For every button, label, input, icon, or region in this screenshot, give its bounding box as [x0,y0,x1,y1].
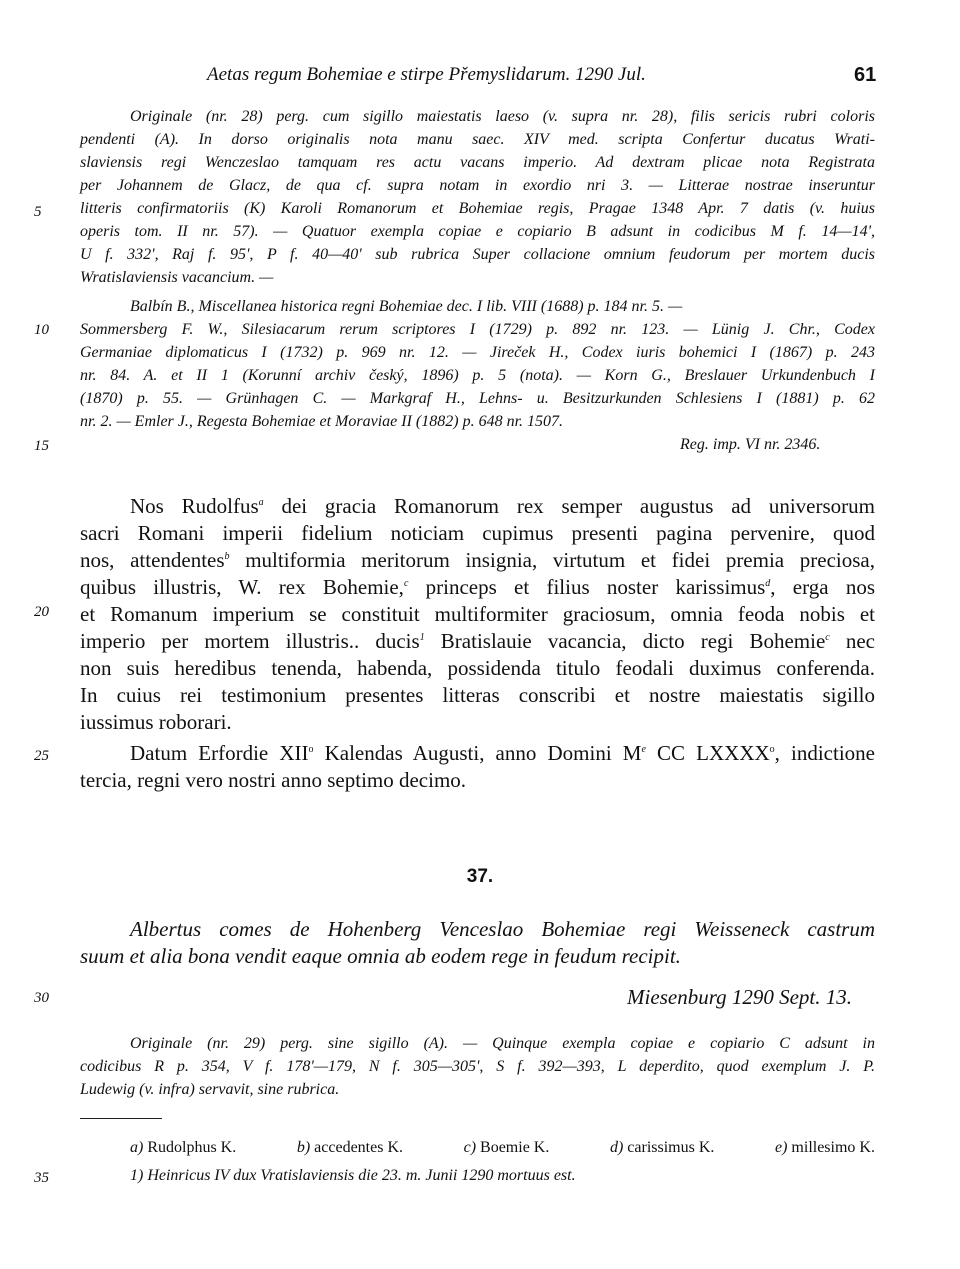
variant-mark-b: b [224,551,230,562]
regest-37 [80,916,875,970]
charter-line: In cuius rei testimonium presentes litteras conscribi et nostre maiestatis sigillo [80,683,875,707]
charter-line: Nos Rudolfus$^a$ dei gracia Romanorum rex semper augustus ad universorum [130,494,875,518]
description-36 [80,105,875,289]
charter-line: iussimus roborari. [80,710,232,734]
footnote-mark-1: 1 [419,632,425,643]
regest-line: Albertus comes de Hohenberg Venceslao Bohemiae regi Weisseneck castrum [130,917,875,941]
variant-note: e) millesimo K. [774,1139,875,1156]
bibliography-line: Sommersberg F. W., Silesiacarum rerum scriptores I (1729) p. 892 nr. 123. — Lünig J. Chr., Codex [80,321,875,338]
description-line: codicibus R p. 354, V f. 178'—179, N f. 305—305', S f. 392—393, L deperdito, quod exemplum J. P. [80,1058,875,1075]
regest-reference: Reg. imp. VI nr. 2346. [680,436,821,453]
bibliography-36 [80,295,875,433]
charter-line: imperio per mortem illustris.. ducis$^1$ Bratislauie vacancia, dicto regi Bohemie$^c$ nec [80,629,875,653]
variant-mark-d: d [765,578,771,589]
bibliography-line: nr. 84. A. et II 1 (Korunní archiv český, 1896) p. 5 (nota). — Korn G., Breslauer Urkundenbuch I [80,367,875,384]
description-line: litteris confirmatoriis (K) Karoli Romanorum et Bohemiae regis, Pragae 1348 Apr. 7 datis (v. huius [80,200,875,217]
charter-line: sacri Romani imperii fidelium noticiam cupimus presenti pagina pervenire, quod [80,521,875,545]
variant-mark-e: e [641,744,646,755]
line-number-15: 15 [34,438,49,454]
charter-line: quibus illustris, W. rex Bohemie,$^c$ princeps et filius noster karissimus$^d$, erga nos [80,575,875,599]
charter-dating-line: Datum Erfordie XII$^o$ Kalendas Augusti, anno Domini Me CC LXXXX$^o$, indictione [130,741,875,765]
bibliography-line: (1870) p. 55. — Grünhagen C. — Markgraf H., Lehns- u. Besitzurkunden Schlesiens I (1881) p. 62 [80,390,875,407]
line-number-30: 30 [34,990,49,1006]
variant-notes [130,1136,875,1159]
variant-note: a) Rudolphus K. [130,1139,237,1156]
running-title: Aetas regum Bohemiae e stirpe Přemyslidarum. 1290 Jul. [207,64,646,85]
line-number-20: 20 [34,604,49,620]
footnote-1: 1) Heinricus IV dux Vratislaviensis die 23. m. Junii 1290 mortuus est. [130,1167,576,1184]
regest-line: suum et alia bona vendit eaque omnia ab eodem rege in feudum recipit. [80,944,681,968]
line-number-5: 5 [34,204,42,220]
document-number: 37. [466,866,494,887]
description-line: Originale (nr. 28) perg. cum sigillo maiestatis laeso (v. supra nr. 28), filis sericis rubri coloris [130,108,875,125]
variant-note: d) carissimus K. [609,1139,715,1156]
bibliography-line: nr. 2. — Emler J., Regesta Bohemiae et Moraviae II (1882) p. 648 nr. 1507. [80,413,564,430]
description-line: operis tom. II nr. 57). — Quatuor exempla copiae e copiario B adsunt in codicibus M f. 14—14', [80,223,875,240]
charter-line: non suis heredibus tenenda, habenda, possidenda titulo feodali duximus conferenda. [80,656,875,680]
description-line: slaviensis regi Wenczeslao tamquam res actu vacans imperio. Ad dextram plicae nota Registrata [80,154,875,171]
description-line: Ludewig (v. infra) servavit, sine rubrica. [80,1081,340,1098]
description-37 [80,1032,875,1101]
variant-mark-c: c [825,632,830,643]
charter-text [80,493,875,794]
description-line: per Johannem de Glacz, de qua cf. supra notam in exordio nri 3. — Litterae nostrae inseruntur [80,177,875,194]
charter-line: nos, attendentes$^b$ multiformia meritorum insignia, virtutum et fidei premia preciosa, [80,548,875,572]
charter-line: tercia, regni vero nostri anno septimo decimo. [80,768,467,792]
line-number-35: 35 [34,1170,49,1186]
variant-mark-c: c [403,578,409,589]
variant-note: b) accedentes K. [296,1139,403,1156]
page-number: 61 [854,64,877,86]
variant-note: c) Boemie K. [463,1139,550,1156]
charter-line: et Romanum imperium se constituit multiformiter graciosum, omnia feoda nobis et [80,602,875,626]
description-line: U f. 332', Raj f. 95', P f. 40—40' sub rubrica Super collacione omnium feudorum per mortem ducis [80,246,875,263]
description-line: pendenti (A). In dorso originalis nota manu saec. XIV med. scripta Confertur ducatus Wrati- [80,131,875,148]
line-number-25: 25 [34,748,49,764]
bibliography-line: Germaniae diplomaticus I (1732) p. 969 nr. 12. — Jireček H., Codex iuris bohemici I (1867) p. 243 [80,344,875,361]
line-number-10: 10 [34,322,49,338]
place-date: Miesenburg 1290 Sept. 13. [627,985,852,1009]
variant-mark-a: a [258,497,264,508]
description-line: Wratislaviensis vacancium. — [80,269,274,286]
bibliography-line: Balbín B., Miscellanea historica regni Bohemiae dec. I lib. VIII (1688) p. 184 nr. 5. — [130,298,683,315]
description-line: Originale (nr. 29) perg. sine sigillo (A). — Quinque exempla copiae e copiario C adsunt in [130,1035,875,1052]
footnote-divider [80,1118,162,1119]
